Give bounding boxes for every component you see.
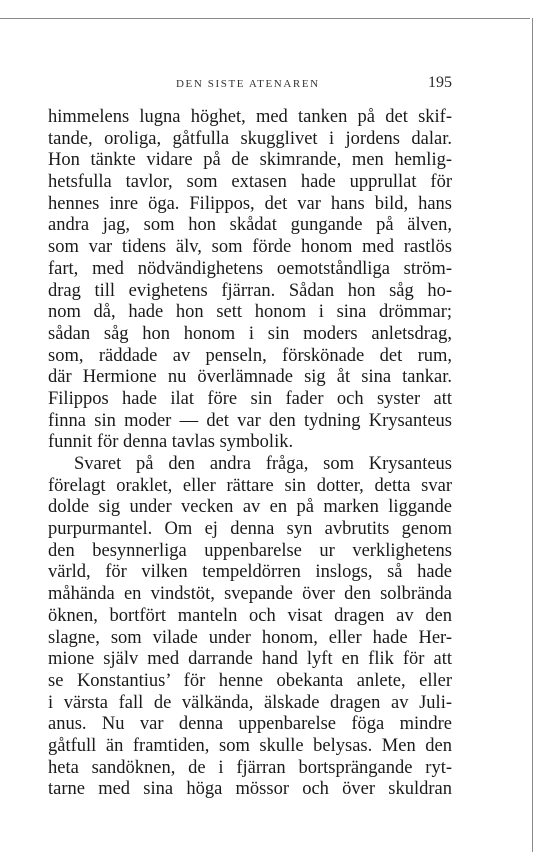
text-line: drag till evighetens fjärran. Sådan hon såg ho- <box>48 280 452 301</box>
text-line: himmelens lugna höghet, med tanken på det skif- <box>48 107 452 127</box>
text-line: måhända en vindstöt, svepande över den solbrända <box>48 584 452 605</box>
text-line: purpurmantel. Om ej denna syn avbrutits genom <box>48 519 452 540</box>
text-line: hetsfulla tavlor, som extasen hade upprullat för <box>48 172 452 193</box>
text-line: heta sandöknen, de i fjärran bortsprängande ryt- <box>48 757 452 778</box>
text-line: gåtfull än framtiden, som skulle belysas. Men den <box>48 735 452 756</box>
running-title: DEN SISTE ATENAREN <box>176 78 320 90</box>
text-line: den besynnerliga uppenbarelse ur verklighetens <box>48 540 452 561</box>
text-line: se Konstantius’ för henne obekanta anlete, eller <box>48 670 452 691</box>
text-line: sådan såg hon honom i sin moders anletsdrag, <box>48 323 452 344</box>
text-line: anus. Nu var denna uppenbarelse föga mindre <box>48 714 452 735</box>
text-line: förelagt oraklet, eller rättare sin dotter, detta svar <box>48 475 452 496</box>
page-header <box>48 74 452 94</box>
page-number: 195 <box>428 74 452 91</box>
text-line: som var tidens älv, som förde honom med rastlös <box>48 237 452 258</box>
text-line: Hon tänkte vidare på de skimrande, men hemlig- <box>48 150 452 171</box>
body-text <box>48 107 452 801</box>
text-line: nom då, hade hon sett honom i sina drömmar; <box>48 302 452 323</box>
text-line: finna sin moder — det var den tydning Krysanteus <box>48 410 452 431</box>
paragraph-start-line: Svaret på den andra fråga, som Krysanteus <box>74 454 452 474</box>
text-line: slagne, som vilade under honom, eller hade Her- <box>48 627 452 648</box>
text-line: dolde sig under vecken av en på marken liggande <box>48 497 452 518</box>
text-line: tande, oroliga, gåtfulla skugglivet i jordens dalar. <box>48 128 452 149</box>
right-edge-rule <box>532 18 533 852</box>
text-line: där Hermione nu överlämnade sig åt sina tankar. <box>48 367 452 388</box>
text-line: fart, med nödvändighetens oemotståndliga ström- <box>48 258 452 279</box>
paragraph-end-line: funnit för denna tavlas symbolik. <box>48 432 294 453</box>
text-line: hennes inre öga. Filippos, det var hans bild, hans <box>48 193 452 214</box>
text-line: som, räddade av penseln, förskönade det rum, <box>48 345 452 366</box>
text-line: öknen, bortfört manteln och visat dragen av den <box>48 605 452 626</box>
text-line: värld, för vilken tempeldörren inslogs, så hade <box>48 562 452 583</box>
text-line: Filippos hade ilat före sin fader och syster att <box>48 388 452 409</box>
text-line: tarne med sina höga mössor och över skuldran <box>48 779 452 800</box>
text-line: andra jag, som hon skådat gungande på älven, <box>48 215 452 236</box>
text-line: i värsta fall de välkända, älskade dragen av Juli- <box>48 692 452 713</box>
top-rule <box>0 18 530 19</box>
text-line: mione själv med darrande hand lyft en flik för att <box>48 649 452 670</box>
